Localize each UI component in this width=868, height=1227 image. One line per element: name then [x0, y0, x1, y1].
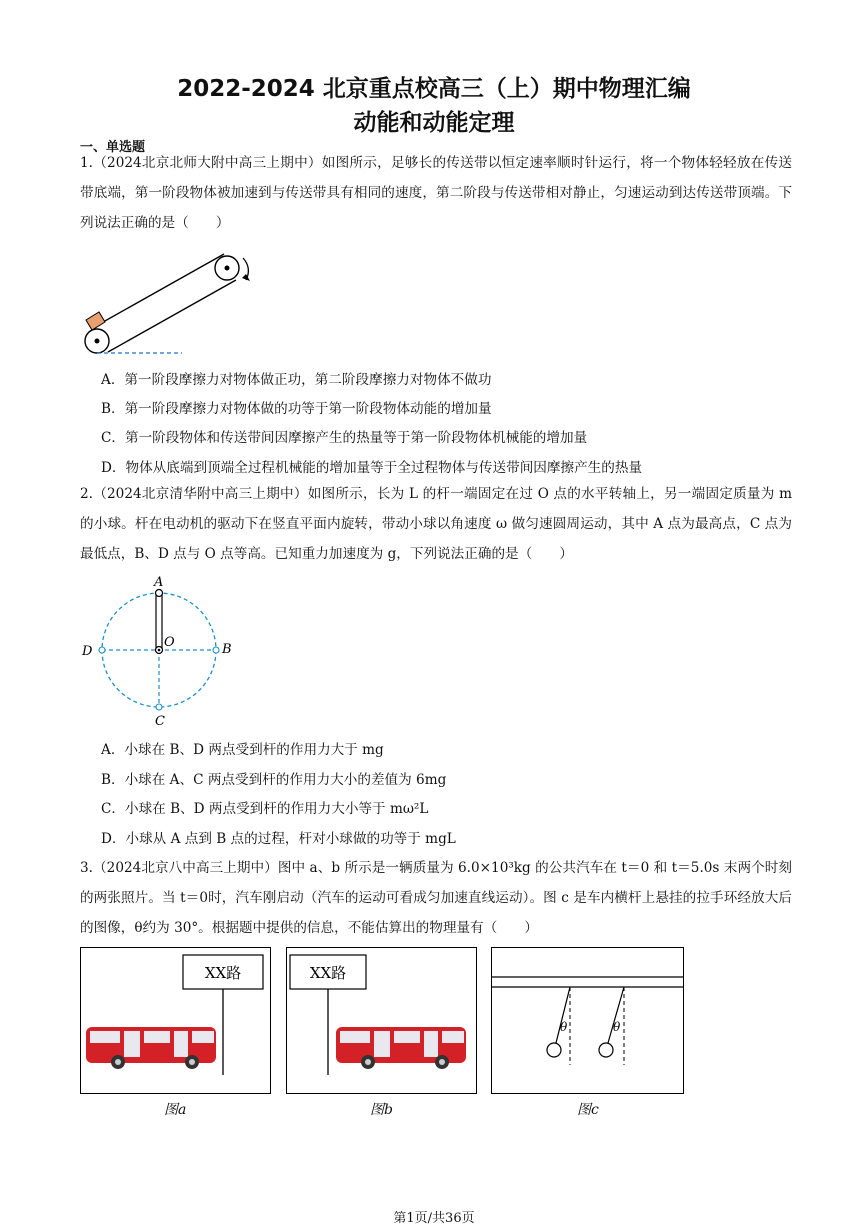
- bus-photo-a: [80, 947, 272, 1095]
- bus-a: [86, 1027, 216, 1069]
- question-2-option-a: A．小球在 B、D 两点受到杆的作用力大于 mg: [101, 742, 384, 758]
- label-a: A: [154, 575, 164, 590]
- question-2-stem: 2.（2024北京清华附中高三上期中）如图所示，长为 L 的杆一端固定在过 O 点的水平转轴上，另一端固定质量为 m 的小球。杆在电动机的驱动下在竖直平面内旋转，带动小球以角速度 ω 做匀速圆周运动，其中 A 点为最高点，C 点为最低点，B、D 点与 O 点等高。已知重力加速度为 g，下列说法正确的是（ ）: [80, 486, 792, 562]
- label-o: O: [164, 635, 175, 650]
- hanging-rings-figure: [491, 947, 685, 1095]
- circular-motion-figure: [76, 572, 240, 732]
- bus-photo-b: [286, 947, 478, 1095]
- road-sign-a: XX路: [204, 964, 242, 982]
- question-1-stem: 1.（2024北京北师大附中高三上期中）如图所示，足够长的传送带以恒定速率顺时针运行，将一个物体轻轻放在传送带底端，第一阶段物体被加速到与传送带具有相同的速度，第二阶段与传送带相对静止，匀速运动到达传送带顶端。下列说法正确的是（ ）: [80, 155, 792, 231]
- caption-b: 图b: [370, 1102, 393, 1118]
- question-3-stem: 3.（2024北京八中高三上期中）图中 a、b 所示是一辆质量为 6.0×10³kg 的公共汽车在 t＝0 和 t＝5.0s 末两个时刻的两张照片。当 t＝0时，汽车刚启动（汽车的运动可看成匀加速直线运动）。图 c 是车内横杆上悬挂的拉手环经放大后的图像，θ约为 30°。根据题中提供的信息，不能估算出的物理量有（ ）: [80, 860, 792, 936]
- label-d: D: [82, 644, 93, 659]
- theta-label-2: θ: [613, 1020, 621, 1034]
- page-number: 第1页/共36页: [393, 1211, 475, 1226]
- question-1-option-a: A．第一阶段摩擦力对物体做正功，第二阶段摩擦力对物体不做功: [101, 372, 492, 388]
- label-b: B: [222, 642, 232, 657]
- document-title: 2022-2024 北京重点校高三（上）期中物理汇编: [177, 76, 691, 102]
- caption-a: 图a: [164, 1102, 187, 1118]
- question-1-option-d: D．物体从底端到顶端全过程机械能的增加量等于全过程物体与传送带间因摩擦产生的热量: [101, 460, 643, 476]
- conveyor-belt-figure: [80, 248, 270, 360]
- label-c: C: [155, 714, 165, 729]
- question-1-option-b: B．第一阶段摩擦力对物体做的功等于第一阶段物体动能的增加量: [101, 401, 492, 417]
- question-2-option-c: C．小球在 B、D 两点受到杆的作用力大小等于 mω²L: [101, 801, 429, 817]
- question-1-option-c: C．第一阶段物体和传送带间因摩擦产生的热量等于第一阶段物体机械能的增加量: [101, 430, 588, 446]
- document-subtitle: 动能和动能定理: [353, 110, 515, 136]
- road-sign-b: XX路: [309, 964, 347, 982]
- section-heading: 一、单选题: [80, 140, 146, 155]
- caption-c: 图c: [577, 1102, 599, 1118]
- theta-label-1: θ: [560, 1020, 568, 1034]
- question-2-option-b: B．小球在 A、C 两点受到杆的作用力大小的差值为 6mg: [101, 772, 447, 788]
- question-2-option-d: D．小球从 A 点到 B 点的过程，杆对小球做的功等于 mgL: [101, 831, 456, 847]
- bus-b: [336, 1027, 466, 1069]
